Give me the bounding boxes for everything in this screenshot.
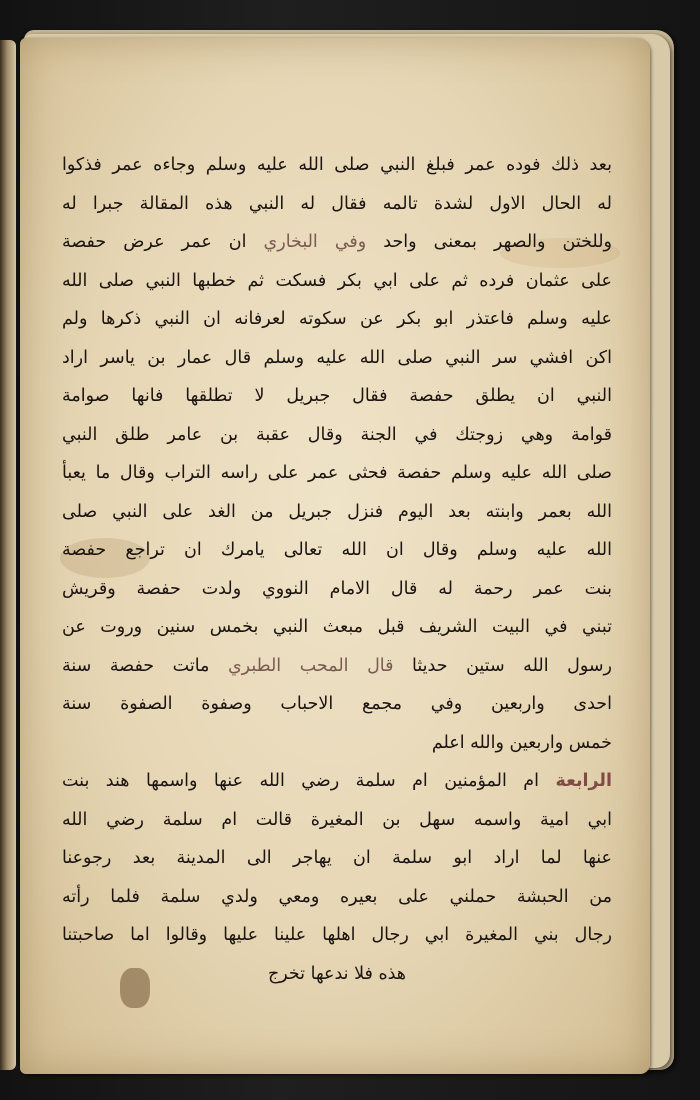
text-line: وللختن والصهر بمعنى واحد وفي البخاري ان عمر عرض حفصة	[62, 232, 612, 252]
text-line: خمس واربعين والله اعلم	[431, 732, 612, 753]
text-line: بعد ذلك فوده عمر فبلغ النبي صلى الله عليه وسلم وجاءه عمر فذكوا	[62, 155, 612, 175]
text-line: رجال بني المغيرة ابي رجال اهلها علينا عليها وقالوا اما صاحبتنا	[62, 925, 612, 945]
text-line: من الحبشة حملني على بعيره ومعي ولدي سلمة فلما رأته	[62, 886, 612, 907]
text-line-catchword: هذه فلا ندعها تخرج	[267, 963, 407, 984]
text-line: قوامة وهي زوجتك في الجنة وقال عقبة بن عامر طلق النبي	[62, 424, 612, 445]
rubric-heading: الرابعة	[555, 771, 612, 791]
text-line: ابي امية واسمه سهل بن المغيرة قالت ام سلمة رضي الله	[62, 809, 612, 830]
text-line: الله عليه وسلم وقال ان الله تعالى يامرك ان تراجع حفصة	[62, 540, 612, 560]
text-line: على عثمان فرده ثم على ابي بكر فسكت ثم خطبها النبي صلى الله	[62, 270, 612, 291]
text-line: احدى واربعين وفي مجمع الاحباب وصفوة الصفوة سنة	[62, 694, 612, 714]
manuscript-text	[62, 146, 612, 993]
text-line: عنها لما اراد ابو سلمة ان يهاجر الى المدينة بعد رجوعنا	[62, 848, 612, 868]
faded-annotation: قال المحب الطبري	[227, 655, 394, 676]
manuscript-page	[20, 38, 650, 1074]
faded-annotation: وفي البخاري	[263, 232, 367, 252]
text-line: اكن افشي سر النبي صلى الله عليه وسلم قال عمار بن ياسر اراد	[62, 347, 612, 368]
text-line: له الحال الاول لشدة تالمه فقال له النبي هذه المقالة جبرا له	[62, 193, 612, 214]
text-line: صلى الله عليه وسلم حفصة فحثى عمر على راسه التراب وقال ما يعبأ	[62, 463, 612, 483]
facing-page-edge	[0, 40, 16, 1070]
text-line-section-start: الرابعة ام المؤمنين ام سلمة رضي الله عنها واسمها هند بنت	[62, 771, 612, 791]
text-line: عليه وسلم فاعتذر ابو بكر عن سكوته لعرفانه ان النبي ذكرها ولم	[62, 309, 612, 329]
text-line: رسول الله ستين حديثا قال المحب الطبري ماتت حفصة سنة	[62, 655, 612, 676]
text-line: تبني في البيت الشريف قبل مبعث النبي بخمس سنين وروت عن	[62, 617, 612, 637]
text-line: النبي ان يطلق حفصة فقال جبريل لا تطلقها فانها صوامة	[62, 386, 612, 406]
text-line: الله بعمر وابنته بعد اليوم فنزل جبريل من الغد على النبي صلى	[62, 501, 612, 522]
text-line: بنت عمر رحمة له قال الامام النووي ولدت حفصة وقريش	[62, 578, 612, 599]
